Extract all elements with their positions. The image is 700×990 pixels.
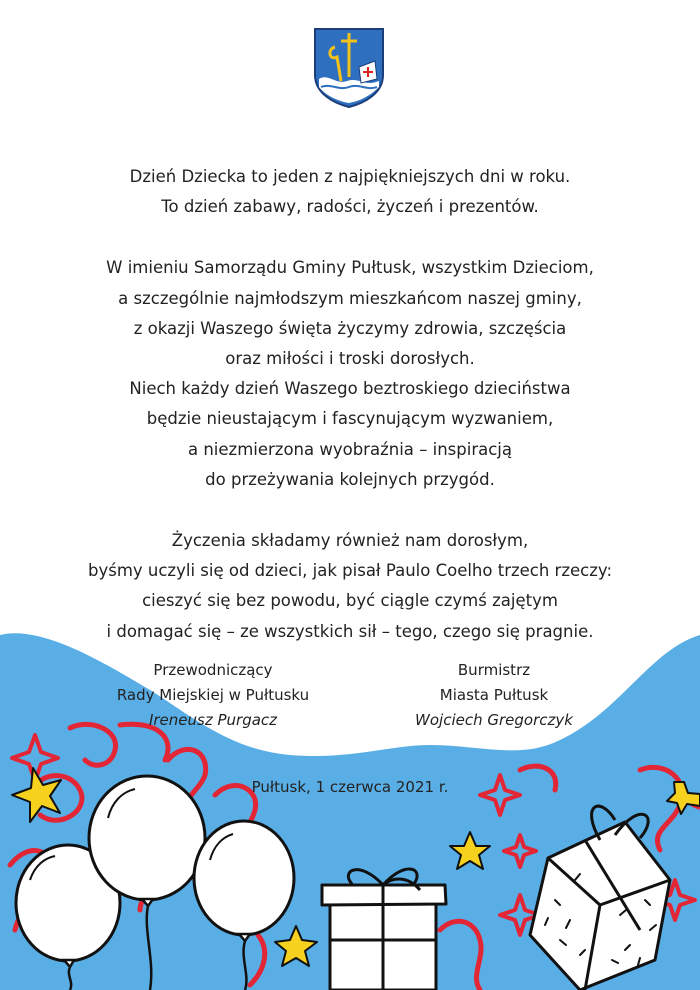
coat-of-arms-icon [313,27,385,109]
signature-title: Burmistrz [457,661,531,679]
text-line: Niech każdy dzień Waszego beztroskiego dzieciństwa [129,379,571,399]
greeting-paragraph-2 [0,253,700,495]
greeting-paragraph-3 [0,526,700,647]
text-line: Życzenia składamy również nam dorosłym, [171,531,529,551]
signature-mayor [344,658,644,733]
text-line: i domagać się – ze wszystkich sił – tego, czego się pragnie. [106,621,594,641]
signature-office: Miasta Pułtusk [439,686,549,704]
text-line: To dzień zabawy, radości, życzeń i prezentów. [161,197,539,217]
signature-council-chair [63,658,363,733]
text-line: z okazji Waszego święta życzymy zdrowia, szczęścia [133,318,567,338]
signature-name: Ireneusz Purgacz [148,711,278,729]
gift-box-icon [322,869,446,990]
signature-name: Wojciech Gregorczyk [415,711,573,729]
place-date: Pułtusk, 1 czerwca 2021 r. [251,778,449,796]
signature-title: Przewodniczący [153,661,273,679]
greeting-paragraph-1 [0,162,700,222]
text-line: do przeżywania kolejnych przygód. [205,469,495,489]
text-line: oraz miłości i troski dorosłych. [225,349,475,369]
text-line: będzie nieustającym i fascynującym wyzwaniem, [146,409,554,429]
text-line: Dzień Dziecka to jeden z najpiękniejszych dni w roku. [129,167,571,186]
signature-office: Rady Miejskiej w Pułtusku [116,686,310,704]
text-line: a szczególnie najmłodszym mieszkańcom naszej gminy, [118,288,582,308]
text-line: a niezmierzona wyobraźnia – inspiracją [187,439,512,459]
text-line: cieszyć się bez powodu, być ciągle czymś zajętym [142,591,558,611]
text-line: W imieniu Samorządu Gminy Pułtusk, wszystkim Dzieciom, [106,258,594,278]
text-line: byśmy uczyli się od dzieci, jak pisał Paulo Coelho trzech rzeczy: [87,561,613,581]
greeting-text [0,162,700,678]
